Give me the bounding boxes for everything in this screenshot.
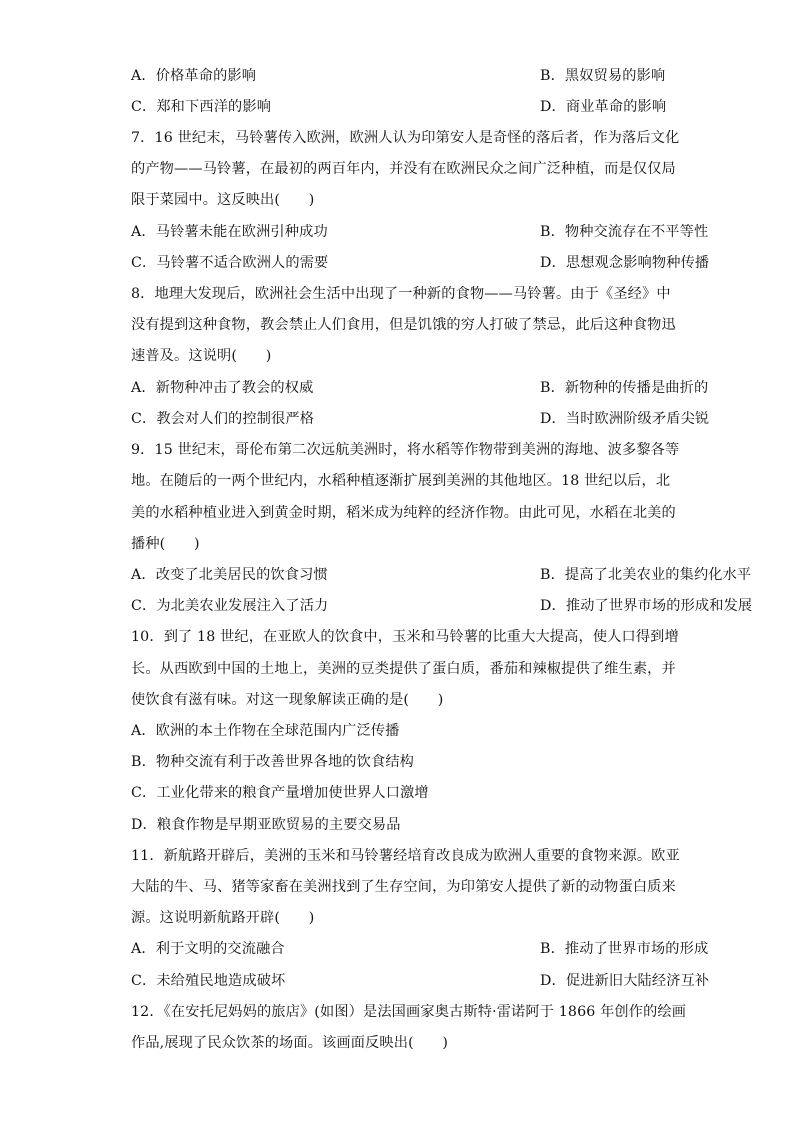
q10-stem-line-2: 长。从西欧到中国的土地上，美洲的豆类提供了蛋白质，番茄和辣椒提供了维生素，并 [131,661,676,677]
q8-option-b[interactable]: B．新物种的传播是曲折的 [540,380,709,396]
q9-stem-line-2: 地。在随后的一两个世纪内，水稻种植逐渐扩展到美洲的其他地区。18 世纪以后，北 [131,473,671,489]
q8-option-c[interactable]: C．教会对人们的控制很严格 [131,411,315,427]
q9-option-c[interactable]: C．为北美农业发展注入了活力 [131,598,329,614]
q8-option-a[interactable]: A．新物种冲击了教会的权威 [131,380,314,396]
q10-option-a[interactable]: A．欧洲的本土作物在全球范围内广泛传播 [131,723,400,739]
q7-option-d[interactable]: D．思想观念影响物种传播 [540,255,710,271]
q9-stem-line-1: 9．15 世纪末，哥伦布第二次远航美洲时，将水稻等作物带到美洲的海地、波多黎各等 [131,442,680,458]
q10-option-d[interactable]: D．粮食作物是早期亚欧贸易的主要交易品 [131,817,401,833]
q11-option-a[interactable]: A．利于文明的交流融合 [131,941,285,957]
q9-option-b[interactable]: B．提高了北美农业的集约化水平 [540,567,752,583]
q7-option-c[interactable]: C．马铃薯不适合欧洲人的需要 [131,255,329,271]
q9-options-row-1 [131,565,752,585]
q6-option-b[interactable]: B．黑奴贸易的影响 [540,68,666,84]
q11-stem-line-1: 11．新航路开辟后，美洲的玉米和马铃薯经培育改良成为欧洲人重要的食物来源。欧亚 [131,848,680,864]
q8-options-row-1 [131,378,709,398]
q11-options-row-1 [131,939,709,959]
q7-stem-line-1: 7．16 世纪末，马铃薯传入欧洲，欧洲人认为印第安人是奇怪的落后者，作为落后文化 [131,130,680,146]
q7-option-b[interactable]: B．物种交流存在不平等性 [540,224,709,240]
q8-stem-line-2: 没有提到这种食物，教会禁止人们食用，但是饥饿的穷人打破了禁忌，此后这种食物迅 [131,317,676,333]
q11-stem-line-2: 大陆的牛、马、猪等家畜在美洲找到了生存空间，为印第安人提供了新的动物蛋白质来 [131,879,676,895]
q7-stem-line-3: 限于菜园中。这反映出( ) [131,192,315,208]
q6-option-d[interactable]: D．商业革命的影响 [540,99,667,115]
q12-stem-line-1: 12．《在安托尼妈妈的旅店》(如图）是法国画家奥古斯特·雷诺阿于 1866 年创作的绘画 [131,1004,687,1020]
q9-stem-line-3: 美的水稻种植业进入到黄金时期，稻米成为纯粹的经济作物。由此可见，水稻在北美的 [131,505,676,521]
q9-option-d[interactable]: D．推动了世界市场的形成和发展 [540,598,753,614]
q10-option-b[interactable]: B．物种交流有利于改善世界各地的饮食结构 [131,754,414,770]
q7-options-row-2 [131,253,710,273]
q6-option-a[interactable]: A．价格革命的影响 [131,68,257,84]
q8-stem-line-1: 8．地理大发现后，欧洲社会生活中出现了一种新的食物——马铃薯。由于《圣经》中 [131,286,671,302]
q9-options-row-2 [131,596,753,616]
q11-option-c[interactable]: C．未给殖民地造成破坏 [131,973,286,989]
q10-stem-line-3: 使饮食有滋有味。对这一现象解读正确的是( ) [131,692,444,708]
q7-options-row-1 [131,222,709,242]
q12-stem-line-2: 作品,展现了民众饮茶的场面。该画面反映出( ) [131,1035,449,1051]
q9-stem-line-4: 播种( ) [131,536,200,552]
q11-option-b[interactable]: B．推动了世界市场的形成 [540,941,709,957]
q11-stem-line-3: 源。这说明新航路开辟( ) [131,910,315,926]
q6-options-row-1 [131,66,666,86]
q10-stem-line-1: 10．到了 18 世纪，在亚欧人的饮食中，玉米和马铃薯的比重大大提高，使人口得到增 [131,629,679,645]
q11-option-d[interactable]: D．促进新旧大陆经济互补 [540,973,710,989]
q9-option-a[interactable]: A．改变了北美居民的饮食习惯 [131,567,328,583]
q8-options-row-2 [131,409,710,429]
q8-option-d[interactable]: D．当时欧洲阶级矛盾尖锐 [540,411,710,427]
q6-option-c[interactable]: C．郑和下西洋的影响 [131,99,272,115]
q7-option-a[interactable]: A．马铃薯未能在欧洲引种成功 [131,224,328,240]
q7-stem-line-2: 的产物——马铃薯，在最初的两百年内，并没有在欧洲民众之间广泛种植，而是仅仅局 [131,161,676,177]
q10-option-c[interactable]: C．工业化带来的粮食产量增加使世界人口激增 [131,785,429,801]
q8-stem-line-3: 速普及。这说明( ) [131,348,272,364]
q11-options-row-2 [131,971,710,991]
q6-options-row-2 [131,97,667,117]
